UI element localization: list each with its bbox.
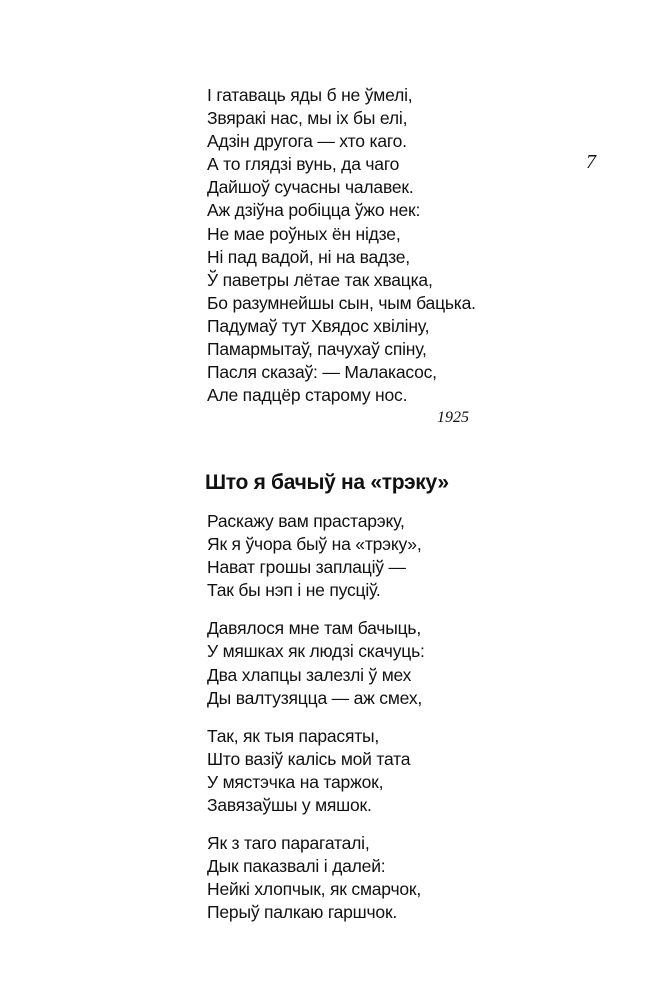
stanza	[207, 617, 425, 709]
poem-line: Што вазіў калісь мой тата	[207, 748, 411, 769]
poem-line: У мястэчка на таржок,	[207, 771, 384, 792]
poem-line: Давялося мне там бачыць,	[207, 618, 421, 639]
poem-line: Ў паветры лётае так хвацка,	[207, 269, 433, 290]
stanza	[207, 725, 425, 817]
poem-line: Падумаў тут Хвядос хвіліну,	[207, 315, 430, 336]
stanza	[207, 832, 425, 924]
stanza	[207, 510, 425, 602]
poem-line: Памармытаў, пачухаў спіну,	[207, 339, 427, 360]
poem-line: Так бы нэп і не пусціў.	[207, 580, 381, 601]
poem-line: Дык паказвалі і далей:	[207, 856, 386, 877]
poem-line: Як я ўчора быў на «трэку»,	[207, 534, 422, 555]
poem-line: І гатаваць яды б не ўмелі,	[207, 85, 413, 105]
poem-line: Два хлапцы залезлі ў мех	[207, 664, 412, 685]
poem-line: Аж дзіўна робіцца ўжо нек:	[207, 200, 421, 221]
poem-year: 1925	[437, 409, 469, 426]
poem-line: Нейкі хлопчык, як смарчок,	[207, 879, 422, 900]
poem-title: Што я бачыў на «трэку»	[205, 471, 449, 494]
poem-line: Завязаўшы у мяшок.	[207, 795, 372, 816]
poem-line: Адзін другога — хто каго.	[207, 131, 407, 152]
poem-line: Пасля сказаў: — Малакасос,	[207, 362, 437, 383]
poem-line: Звяракі нас, мы іх бы елі,	[207, 108, 408, 129]
poem-line: Так, як тыя парасяты,	[207, 725, 380, 746]
poem-line: Але падцёр старому нос.	[207, 385, 408, 406]
poem-line: Дайшоў сучасны чалавек.	[207, 177, 414, 198]
poem-continuation	[207, 84, 476, 407]
poem-line: У мяшках як людзі скачуць:	[207, 641, 425, 662]
poem-line: Нават грошы заплаціў —	[207, 557, 406, 578]
poem-line: Ды валтузяцца — аж смех,	[207, 687, 423, 708]
poem-line: Ні пад вадой, ні на вадзе,	[207, 246, 410, 267]
poem-body	[207, 510, 425, 940]
poem-line: Бо разумнейшы сын, чым бацька.	[207, 292, 476, 313]
poem-line: Як з таго парагаталі,	[207, 833, 370, 854]
poem-line: Перыў палкаю гаршчок.	[207, 902, 398, 923]
poem-line: А то глядзі вунь, да чаго	[207, 154, 400, 175]
poem-line: Не мае роўных ён нідзе,	[207, 223, 401, 244]
page-number: 7	[586, 151, 596, 173]
poem-line: Раскажу вам прастарэку,	[207, 511, 405, 531]
